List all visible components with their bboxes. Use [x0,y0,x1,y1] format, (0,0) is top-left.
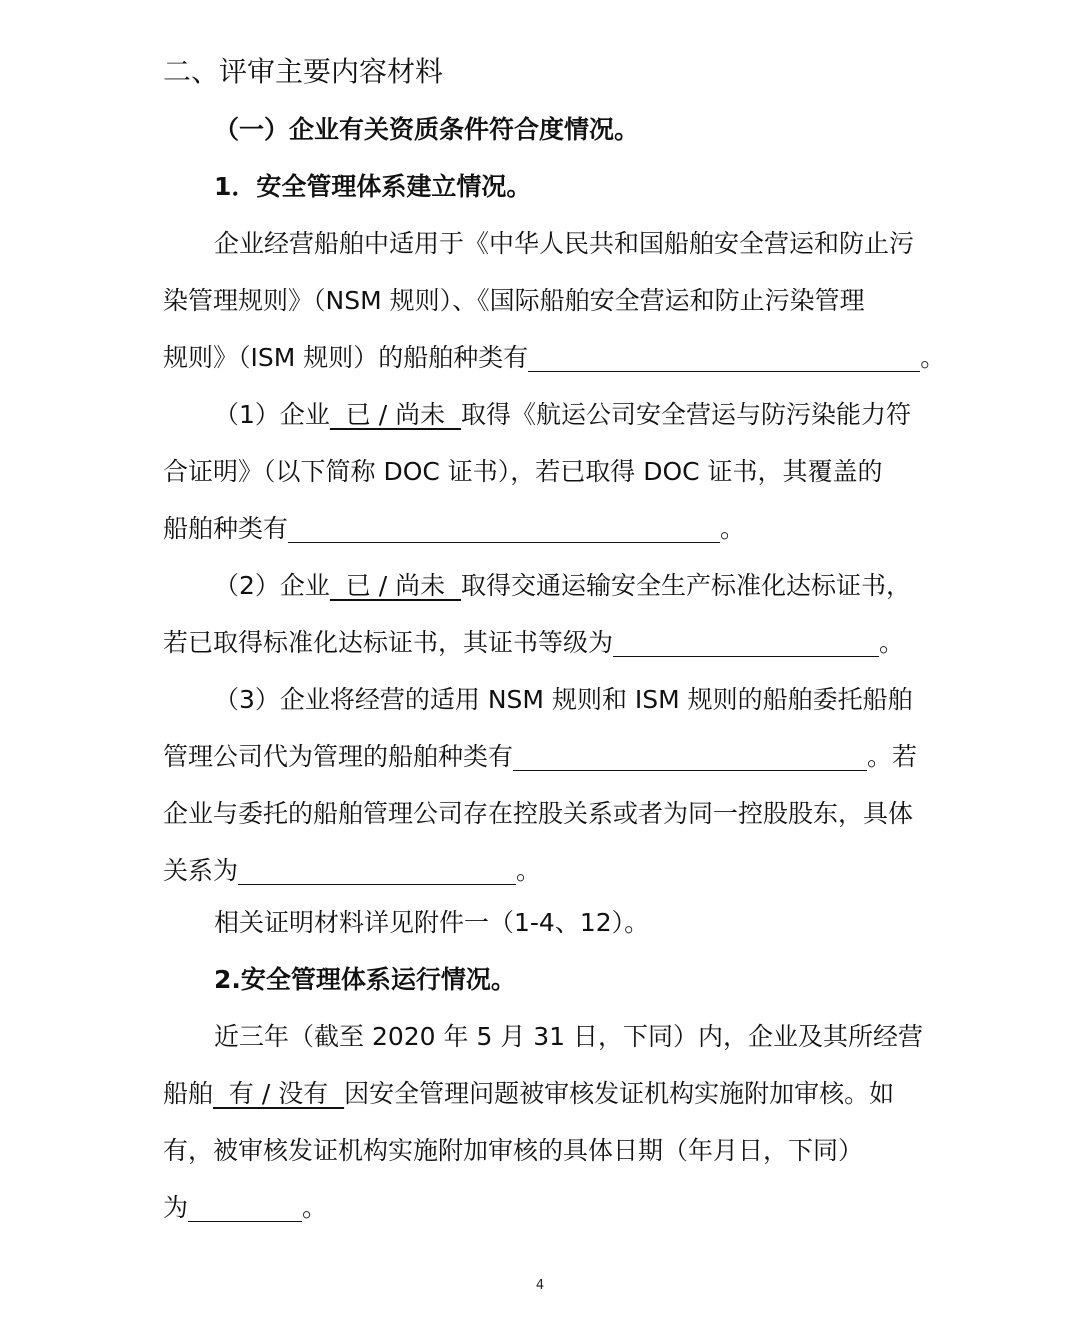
line-end: 。 [720,514,746,543]
line-text: 关系为 [163,856,239,885]
paragraph-line [163,623,923,663]
paragraph-line [163,851,923,891]
section-title: 二、评审主要内容材料 [163,55,444,88]
line-text: 取得《航运公司安全营运与防污染能力符 [461,400,912,429]
line-text: 若已取得标准化达标证书，其证书等级为 [163,628,614,657]
line-text: （1）企业 [214,400,330,429]
fill-in-blank[interactable] [188,1191,302,1222]
line-end: 。若 [867,742,918,771]
choice-option[interactable]: 已 / 尚未 [329,571,462,600]
paragraph-line: 近三年（截至 2020 年 5 月 31 日，下同）内，企业及其所经营 [214,1022,924,1051]
line-text: 取得交通运输安全生产标准化达标证书， [461,571,912,600]
line-text: 因安全管理问题被审核发证机构实施附加审核。如 [344,1079,895,1108]
paragraph-line: 染管理规则》（NSM 规则）、《国际船舶安全营运和防止污染管理 [163,286,865,315]
line-text: 船舶种类有 [163,514,289,543]
paragraph-line: 合证明》（以下简称 DOC 证书），若已取得 DOC 证书，其覆盖的 [163,457,883,486]
choice-option[interactable]: 有 / 没有 [213,1079,345,1108]
paragraph-line [163,509,923,549]
paragraph-line: 相关证明材料详见附件一（1-4、12）。 [214,908,650,937]
paragraph-line [214,566,924,606]
paragraph-line: 企业与委托的船舶管理公司存在控股关系或者为同一控股股东，具体 [163,799,914,828]
fill-in-blank[interactable] [238,854,516,885]
item-heading-2: 2.安全管理体系运行情况。 [214,965,516,994]
line-text: 船舶 [163,1079,214,1108]
item-heading-1: 1．安全管理体系建立情况。 [214,172,532,201]
line-text: 管理公司代为管理的船舶种类有 [163,742,514,771]
line-text: 规则》（ISM 规则）的船舶种类有 [163,343,529,372]
line-end: 。 [302,1193,328,1222]
fill-in-blank[interactable] [513,740,867,771]
line-text: （2）企业 [214,571,330,600]
paragraph-line [163,338,946,378]
line-end: 。 [879,628,905,657]
paragraph-line: 企业经营船舶中适用于《中华人民共和国船舶安全营运和防止污 [214,229,915,258]
line-end: 。 [920,343,946,372]
line-text: 为 [163,1193,189,1222]
fill-in-blank[interactable] [613,626,879,657]
fill-in-blank[interactable] [528,341,920,372]
subsection-heading-1: （一）企业有关资质条件符合度情况。 [214,115,640,144]
choice-option[interactable]: 已 / 尚未 [329,400,462,429]
fill-in-blank[interactable] [288,512,720,543]
paragraph-line [163,1074,923,1114]
line-end: 。 [516,856,542,885]
paragraph-line: 有，被审核发证机构实施附加审核的具体日期（年月日，下同） [163,1136,864,1165]
page-number: 4 [535,1278,545,1293]
paragraph-line [163,1188,923,1228]
paragraph-line [214,395,924,435]
paragraph-line: （3）企业将经营的适用 NSM 规则和 ISM 规则的船舶委托船舶 [214,685,913,714]
paragraph-line [163,737,923,777]
